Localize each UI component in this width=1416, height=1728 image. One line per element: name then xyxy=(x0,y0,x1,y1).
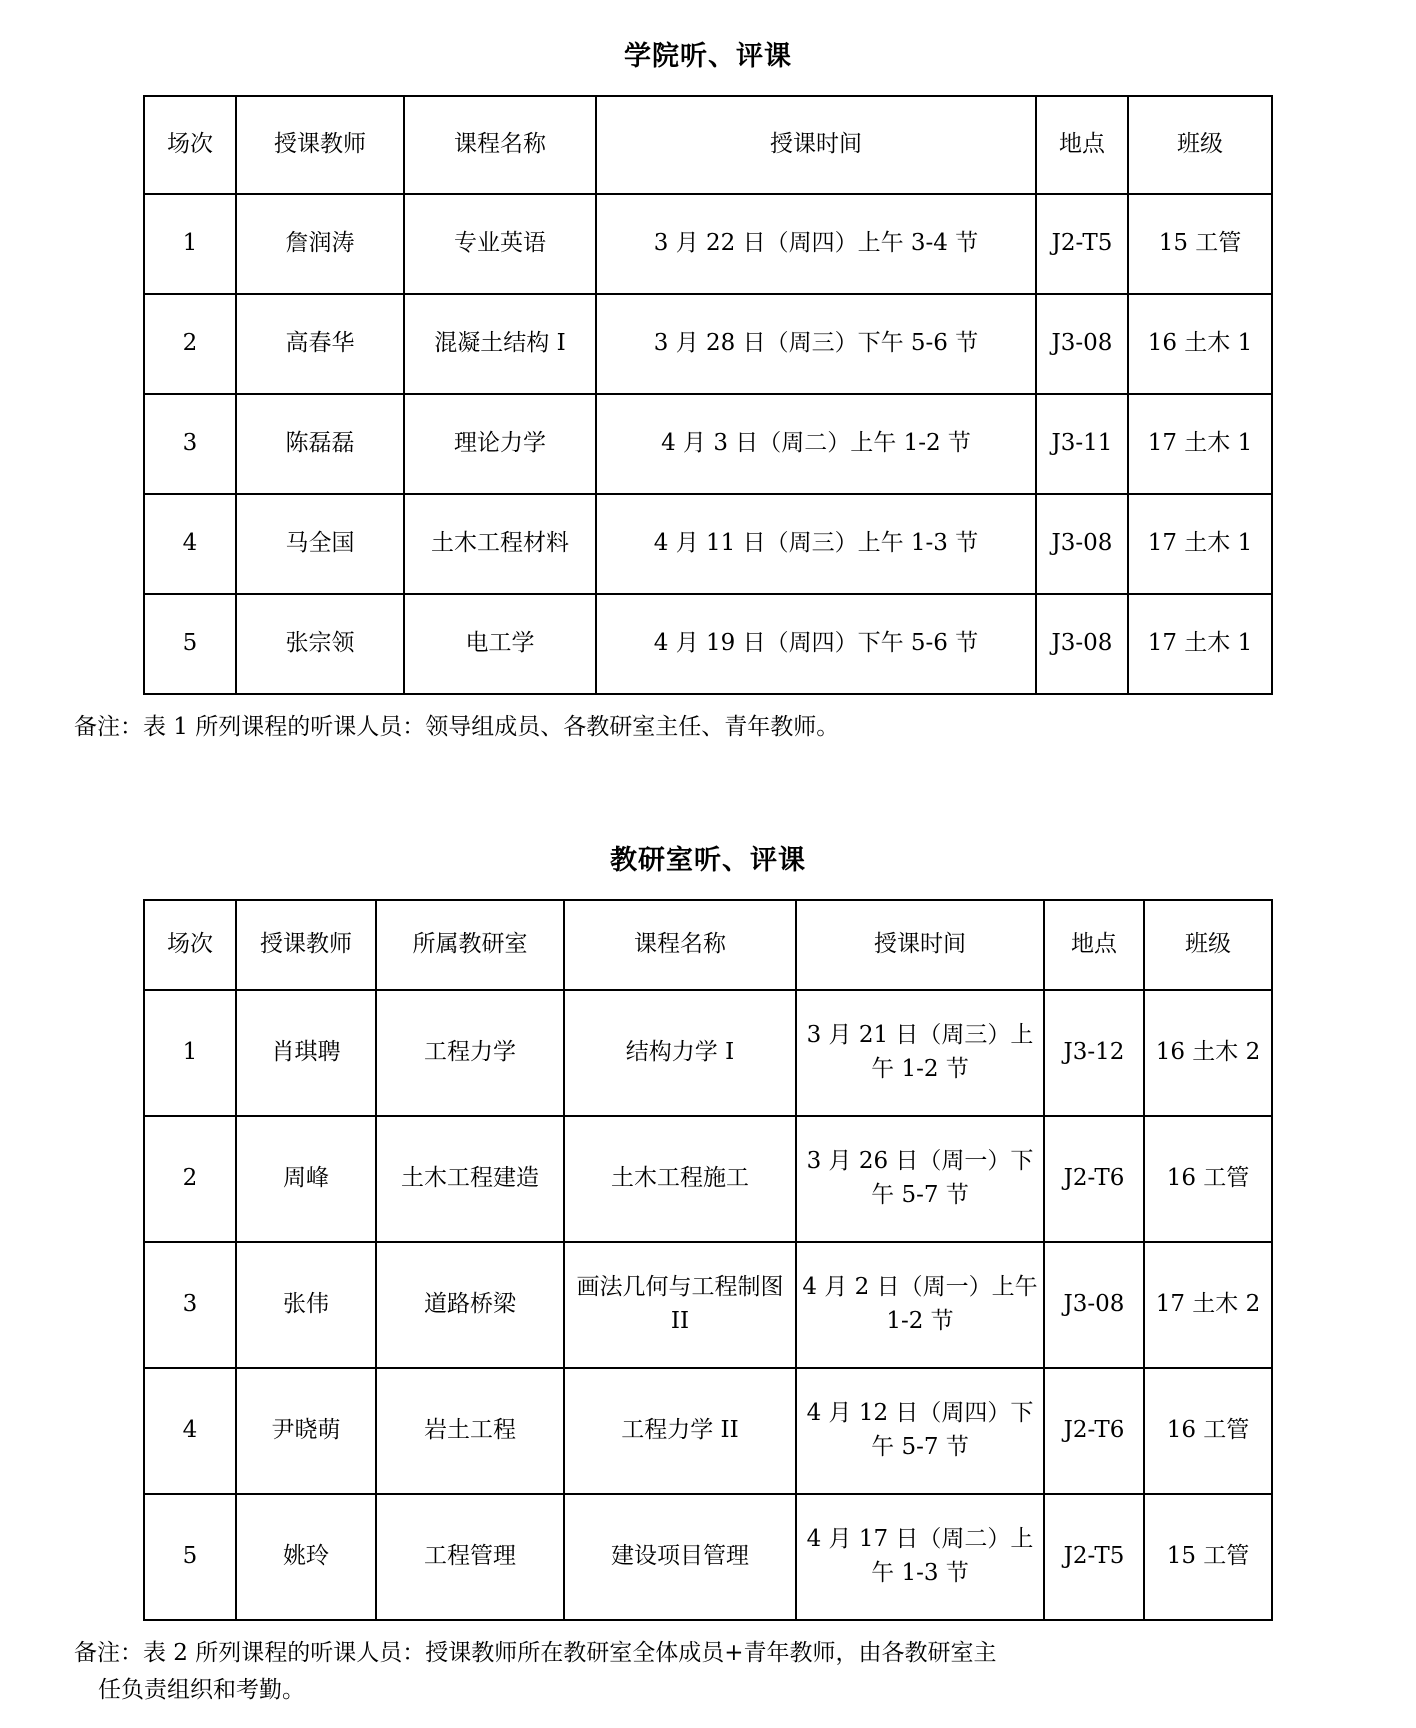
column-header-course: 课程名称 xyxy=(404,96,596,194)
cell-course: 画法几何与工程制图 II xyxy=(564,1242,796,1368)
cell-time: 4 月 2 日（周一）上午 1-2 节 xyxy=(796,1242,1044,1368)
table2-note xyxy=(72,1635,1344,1709)
cell-teacher: 尹晓萌 xyxy=(236,1368,376,1494)
cell-teacher: 马全国 xyxy=(236,494,404,594)
cell-class: 15 工管 xyxy=(1128,194,1272,294)
office-lecture-table xyxy=(143,899,1273,1621)
cell-teacher: 高春华 xyxy=(236,294,404,394)
page-title-office: 教研室听、评课 xyxy=(610,844,806,876)
cell-session: 1 xyxy=(144,194,236,294)
cell-session: 5 xyxy=(144,1494,236,1620)
cell-location: J3-08 xyxy=(1044,1242,1144,1368)
table-row xyxy=(144,1368,1272,1494)
cell-teacher: 张伟 xyxy=(236,1242,376,1368)
column-header-time: 授课时间 xyxy=(596,96,1036,194)
cell-class: 17 土木 1 xyxy=(1128,594,1272,694)
table-row xyxy=(144,1242,1272,1368)
cell-department: 岩土工程 xyxy=(376,1368,564,1494)
cell-time: 4 月 17 日（周二）上午 1-3 节 xyxy=(796,1494,1044,1620)
cell-location: J3-12 xyxy=(1044,990,1144,1116)
cell-teacher: 张宗领 xyxy=(236,594,404,694)
cell-course: 混凝土结构 I xyxy=(404,294,596,394)
table-row xyxy=(144,1494,1272,1620)
table-header-row xyxy=(144,900,1272,990)
column-header-time: 授课时间 xyxy=(796,900,1044,990)
cell-course: 土木工程施工 xyxy=(564,1116,796,1242)
cell-session: 3 xyxy=(144,1242,236,1368)
cell-course: 建设项目管理 xyxy=(564,1494,796,1620)
cell-teacher: 周峰 xyxy=(236,1116,376,1242)
table-row xyxy=(144,990,1272,1116)
cell-course: 结构力学 I xyxy=(564,990,796,1116)
table-row xyxy=(144,1116,1272,1242)
cell-time: 4 月 11 日（周三）上午 1-3 节 xyxy=(596,494,1036,594)
cell-course: 理论力学 xyxy=(404,394,596,494)
cell-time: 4 月 12 日（周四）下午 5-7 节 xyxy=(796,1368,1044,1494)
cell-department: 工程力学 xyxy=(376,990,564,1116)
cell-course: 专业英语 xyxy=(404,194,596,294)
cell-class: 17 土木 1 xyxy=(1128,494,1272,594)
column-header-session: 场次 xyxy=(144,900,236,990)
table-row xyxy=(144,194,1272,294)
cell-time: 4 月 19 日（周四）下午 5-6 节 xyxy=(596,594,1036,694)
cell-location: J2-T5 xyxy=(1044,1494,1144,1620)
cell-teacher: 陈磊磊 xyxy=(236,394,404,494)
cell-location: J2-T6 xyxy=(1044,1116,1144,1242)
cell-course: 土木工程材料 xyxy=(404,494,596,594)
cell-location: J3-11 xyxy=(1036,394,1128,494)
cell-course: 电工学 xyxy=(404,594,596,694)
table-row xyxy=(144,294,1272,394)
cell-location: J3-08 xyxy=(1036,294,1128,394)
table2-note-line2: 任负责组织和考勤。 xyxy=(98,1676,305,1703)
cell-session: 1 xyxy=(144,990,236,1116)
cell-location: J2-T5 xyxy=(1036,194,1128,294)
cell-time: 4 月 3 日（周二）上午 1-2 节 xyxy=(596,394,1036,494)
table-row xyxy=(144,494,1272,594)
cell-class: 15 工管 xyxy=(1144,1494,1272,1620)
cell-session: 4 xyxy=(144,1368,236,1494)
college-lecture-table xyxy=(143,95,1273,695)
cell-time: 3 月 21 日（周三）上午 1-2 节 xyxy=(796,990,1044,1116)
column-header-teacher: 授课教师 xyxy=(236,900,376,990)
column-header-class: 班级 xyxy=(1128,96,1272,194)
cell-teacher: 姚玲 xyxy=(236,1494,376,1620)
table-row xyxy=(144,594,1272,694)
table-row xyxy=(144,394,1272,494)
cell-time: 3 月 28 日（周三）下午 5-6 节 xyxy=(596,294,1036,394)
cell-session: 2 xyxy=(144,1116,236,1242)
cell-class: 17 土木 2 xyxy=(1144,1242,1272,1368)
cell-session: 3 xyxy=(144,394,236,494)
cell-session: 4 xyxy=(144,494,236,594)
cell-time: 3 月 22 日（周四）上午 3-4 节 xyxy=(596,194,1036,294)
column-header-department: 所属教研室 xyxy=(376,900,564,990)
column-header-session: 场次 xyxy=(144,96,236,194)
page-title-college: 学院听、评课 xyxy=(624,41,792,72)
cell-course: 工程力学 II xyxy=(564,1368,796,1494)
cell-time: 3 月 26 日（周一）下午 5-7 节 xyxy=(796,1116,1044,1242)
cell-location: J3-08 xyxy=(1036,494,1128,594)
cell-location: J3-08 xyxy=(1036,594,1128,694)
cell-department: 道路桥梁 xyxy=(376,1242,564,1368)
cell-session: 2 xyxy=(144,294,236,394)
column-header-class: 班级 xyxy=(1144,900,1272,990)
cell-department: 土木工程建造 xyxy=(376,1116,564,1242)
column-header-location: 地点 xyxy=(1044,900,1144,990)
cell-class: 16 工管 xyxy=(1144,1116,1272,1242)
cell-teacher: 肖琪聘 xyxy=(236,990,376,1116)
cell-department: 工程管理 xyxy=(376,1494,564,1620)
table2-note-line1: 备注：表 2 所列课程的听课人员：授课教师所在教研室全体成员+青年教师，由各教研室主 xyxy=(74,1639,997,1666)
cell-session: 5 xyxy=(144,594,236,694)
column-header-course: 课程名称 xyxy=(564,900,796,990)
table1-note: 备注：表 1 所列课程的听课人员：领导组成员、各教研室主任、青年教师。 xyxy=(74,714,840,740)
table-header-row xyxy=(144,96,1272,194)
cell-class: 17 土木 1 xyxy=(1128,394,1272,494)
cell-class: 16 土木 1 xyxy=(1128,294,1272,394)
column-header-location: 地点 xyxy=(1036,96,1128,194)
cell-location: J2-T6 xyxy=(1044,1368,1144,1494)
column-header-teacher: 授课教师 xyxy=(236,96,404,194)
cell-class: 16 土木 2 xyxy=(1144,990,1272,1116)
cell-class: 16 工管 xyxy=(1144,1368,1272,1494)
cell-teacher: 詹润涛 xyxy=(236,194,404,294)
